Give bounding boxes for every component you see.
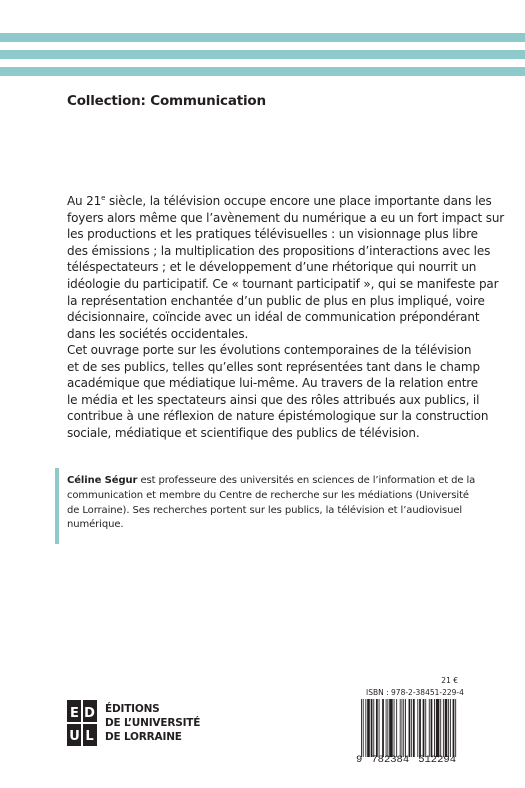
barcode-bar bbox=[373, 699, 374, 757]
barcode-bar bbox=[365, 699, 366, 757]
barcode-bar bbox=[436, 699, 440, 757]
bio-accent-bar bbox=[55, 468, 59, 544]
decorative-stripe-2 bbox=[0, 50, 525, 59]
barcode-bar bbox=[429, 699, 430, 757]
publisher-line: DE L’UNIVERSITÉ bbox=[105, 717, 201, 729]
barcode-bar bbox=[403, 699, 404, 757]
barcode-bar bbox=[396, 699, 397, 757]
publisher-line: DE LORRAINE bbox=[105, 731, 182, 743]
barcode-bar bbox=[363, 699, 364, 757]
barcode-bar bbox=[443, 699, 444, 757]
publisher-name bbox=[105, 702, 200, 744]
price: 21 € bbox=[441, 676, 458, 685]
summary-line: idéologie du participatif. Ce « tournant participatif », qui se manifeste par bbox=[67, 276, 499, 291]
barcode-bar bbox=[402, 699, 403, 757]
barcode-bar bbox=[453, 699, 455, 757]
barcode-bar bbox=[434, 699, 435, 757]
barcode-bar bbox=[423, 699, 425, 757]
collection-title: Collection: Communication bbox=[67, 93, 266, 109]
barcode-bar bbox=[409, 699, 411, 757]
barcode-bar bbox=[448, 699, 449, 757]
barcode-bar bbox=[440, 699, 441, 757]
summary-line: dans les sociétés occidentales. bbox=[67, 326, 249, 341]
barcode-bar bbox=[386, 699, 387, 757]
bio-line: de Lorraine). Ses recherches portent sur les publics, la télévision et l’audiovisuel bbox=[67, 504, 463, 516]
barcode-group-2: 512294 bbox=[418, 754, 456, 766]
barcode-bar bbox=[379, 699, 380, 757]
summary-paragraph-2 bbox=[67, 342, 489, 442]
barcode-bar bbox=[411, 699, 412, 757]
barcode-bar bbox=[450, 699, 451, 757]
barcode-bar bbox=[371, 699, 373, 757]
summary-line: des émissions ; la multiplication des propositions d’interactions avec les bbox=[67, 243, 491, 258]
barcode-lead-digit: 9 bbox=[356, 754, 363, 766]
barcode-bar bbox=[419, 699, 421, 757]
barcode-bar bbox=[455, 699, 456, 757]
barcode-bar bbox=[389, 699, 393, 757]
barcode-bar bbox=[382, 699, 384, 757]
bio-line: numérique. bbox=[67, 519, 124, 531]
author-bio bbox=[67, 474, 476, 533]
edul-logo-mark bbox=[67, 700, 97, 746]
publisher-line: ÉDITIONS bbox=[105, 703, 160, 715]
barcode-bar bbox=[367, 699, 370, 757]
barcode-bar bbox=[400, 699, 401, 757]
summary-line: académique que médiatique lui-même. Au travers de la relation entre bbox=[67, 376, 479, 391]
author-name: Céline Ségur bbox=[67, 475, 138, 486]
summary-line: sociale, médiatique et scientifique des publics de télévision. bbox=[67, 425, 420, 440]
barcode-bar bbox=[361, 699, 362, 757]
decorative-stripe-1 bbox=[0, 33, 525, 42]
barcode-bar bbox=[405, 699, 406, 757]
isbn: ISBN : 978-2-38451-229-4 bbox=[366, 688, 464, 697]
summary-line: les productions et les pratiques télévisuelles : un visionnage plus libre bbox=[67, 227, 478, 242]
summary-line: téléspectateurs ; et le développement d’une rhétorique qui nourrit un bbox=[67, 260, 477, 275]
barcode-bar bbox=[417, 699, 418, 757]
summary-line: Cet ouvrage porte sur les évolutions contemporaines de la télévision bbox=[67, 343, 472, 357]
barcode-bar bbox=[376, 699, 378, 757]
barcode-bar bbox=[431, 699, 433, 757]
summary-line: le média et les spectateurs ainsi que des rôles attribués aux publics, il bbox=[67, 392, 480, 407]
barcode-bar bbox=[413, 699, 415, 757]
summary-line: Au 21e siècle, la télévision occupe encore une place importante dans les bbox=[67, 194, 492, 208]
barcode-bar bbox=[425, 699, 426, 757]
barcode bbox=[359, 699, 459, 757]
summary-paragraph-1 bbox=[67, 190, 505, 342]
decorative-stripe-3 bbox=[0, 67, 525, 76]
barcode-bar bbox=[387, 699, 388, 757]
barcode-group-1: 782384 bbox=[371, 754, 410, 766]
summary-line: décisionnaire, coïncide avec un idéal de communication prépondérant bbox=[67, 310, 480, 325]
bio-line: Céline Ségur est professeure des universités en sciences de l’information et de la bbox=[67, 475, 476, 486]
svg-text:U: U bbox=[69, 729, 80, 744]
barcode-bar bbox=[445, 699, 448, 757]
summary-line: la représentation enchantée d’un public de plus en plus impliqué, voire bbox=[67, 293, 485, 308]
summary-line: foyers alors même que l’avènement du numérique a eu un fort impact sur bbox=[67, 210, 505, 225]
svg-text:E: E bbox=[70, 706, 79, 721]
summary-line: et de ses publics, telles qu’elles sont représentées tant dans le champ bbox=[67, 359, 480, 374]
svg-text:D: D bbox=[84, 706, 95, 721]
bio-line: communication et membre du Centre de recherche sur les médiations (Université bbox=[67, 489, 469, 501]
barcode-digits bbox=[356, 754, 462, 766]
summary-line: contribue à une réflexion de nature épistémologique sur la construction bbox=[67, 409, 489, 424]
svg-text:L: L bbox=[85, 729, 94, 744]
barcode-bar bbox=[394, 699, 395, 757]
